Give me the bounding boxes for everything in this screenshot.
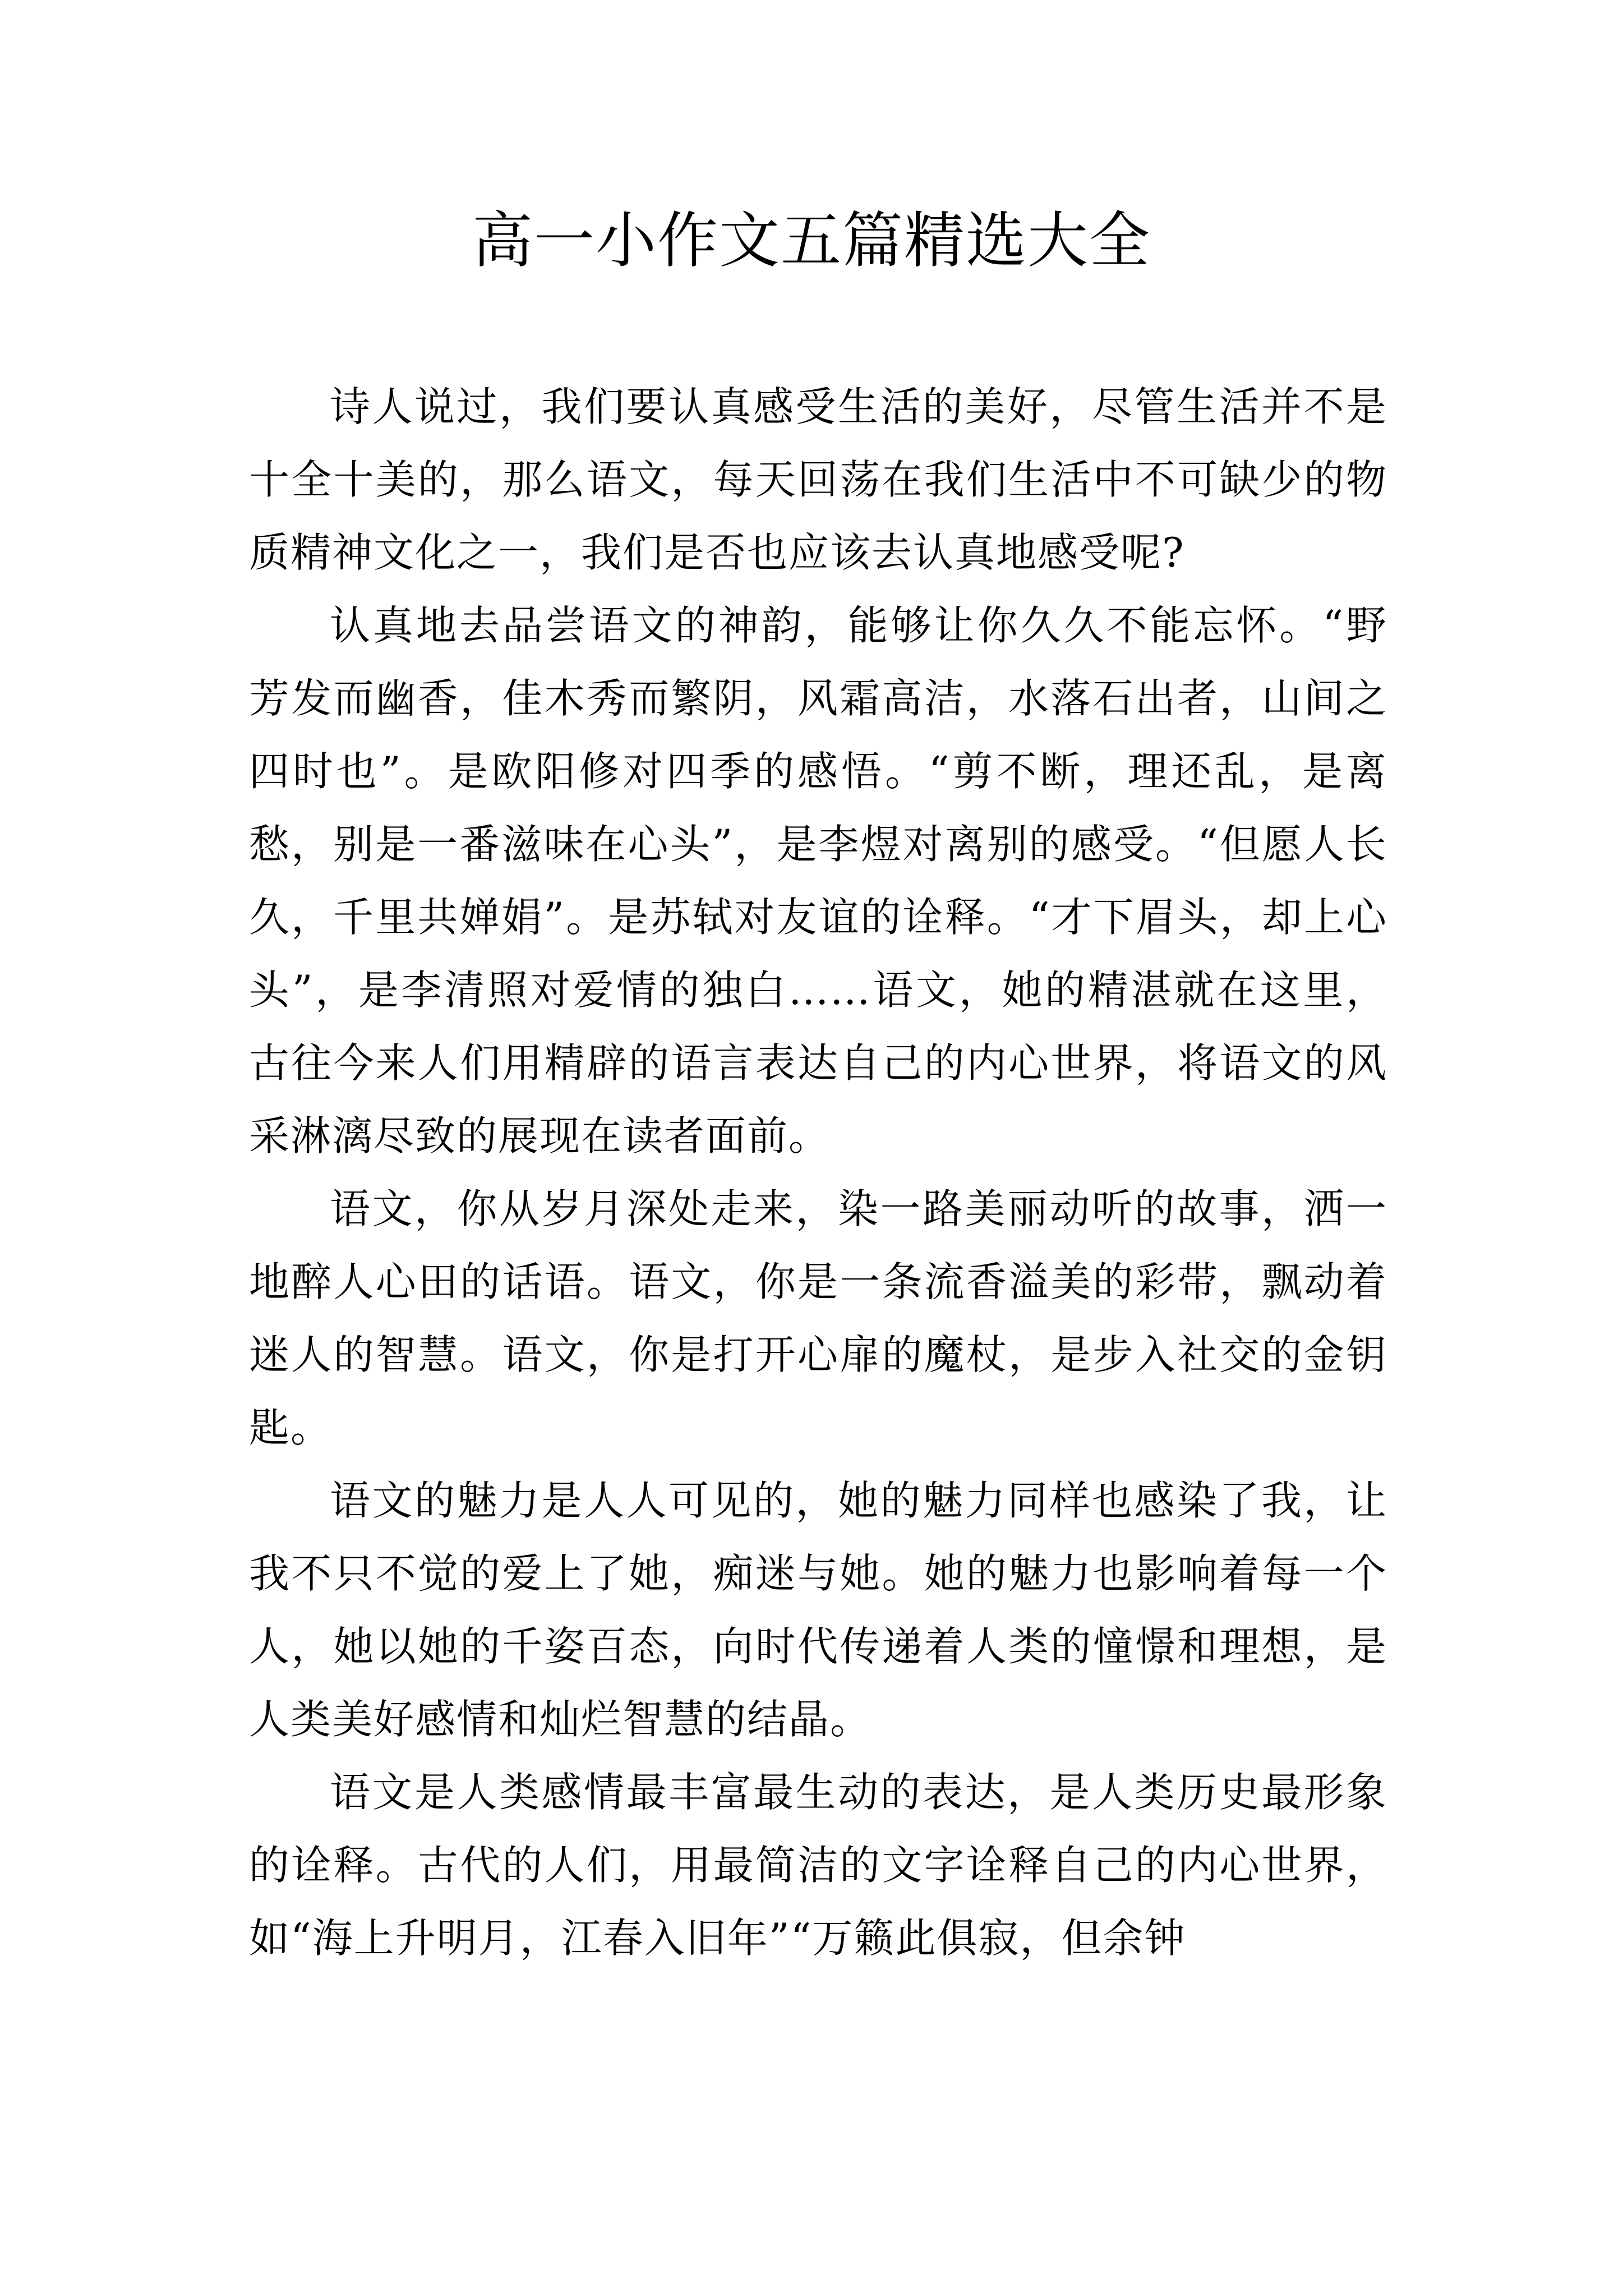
paragraph-1: 诗人说过，我们要认真感受生活的美好，尽管生活并不是十全十美的，那么语文，每天回荡在我们生活中不可缺少的物质精神文化之一，我们是否也应该去认真地感受呢? xyxy=(249,383,1387,576)
paragraph-2: 认真地去品尝语文的神韵，能够让你久久不能忘怀。“野芳发而幽香，佳木秀而繁阴，风霜高洁，水落石出者，山间之四时也”。是欧阳修对四季的感悟。“剪不断，理还乱，是离愁，别是一番滋味在心头”，是李煜对离别的感受。“但愿人长久，千里共婵娟”。是苏轼对友谊的诠释。“才下眉头，却上心头”，是李清照对爱情的独白……语文，她的精湛就在这里，古往今来人们用精辟的语言表达自己的内心世界，将语文的风采淋漓尽致的展现在读者面前。 xyxy=(249,602,1387,1159)
document-body xyxy=(249,370,1387,1975)
paragraph-3: 语文，你从岁月深处走来，染一路美丽动听的故事，洒一地醉人心田的话语。语文，你是一条流香溢美的彩带，飘动着迷人的智慧。语文，你是打开心扉的魔杖，是步入社交的金钥匙。 xyxy=(249,1185,1387,1451)
document-title: 高一小作文五篇精选大全 xyxy=(472,206,1151,276)
paragraph-5: 语文是人类感情最丰富最生动的表达，是人类历史最形象的诠释。古代的人们，用最简洁的文字诠释自己的内心世界，如“海上升明月，江春入旧年”“万籁此俱寂，但余钟 xyxy=(249,1769,1387,1962)
paragraph-4: 语文的魅力是人人可见的，她的魅力同样也感染了我，让我不只不觉的爱上了她，痴迷与她。她的魅力也影响着每一个人，她以她的千姿百态，向时代传递着人类的憧憬和理想，是人类美好感情和灿烂智慧的结晶。 xyxy=(249,1477,1387,1743)
